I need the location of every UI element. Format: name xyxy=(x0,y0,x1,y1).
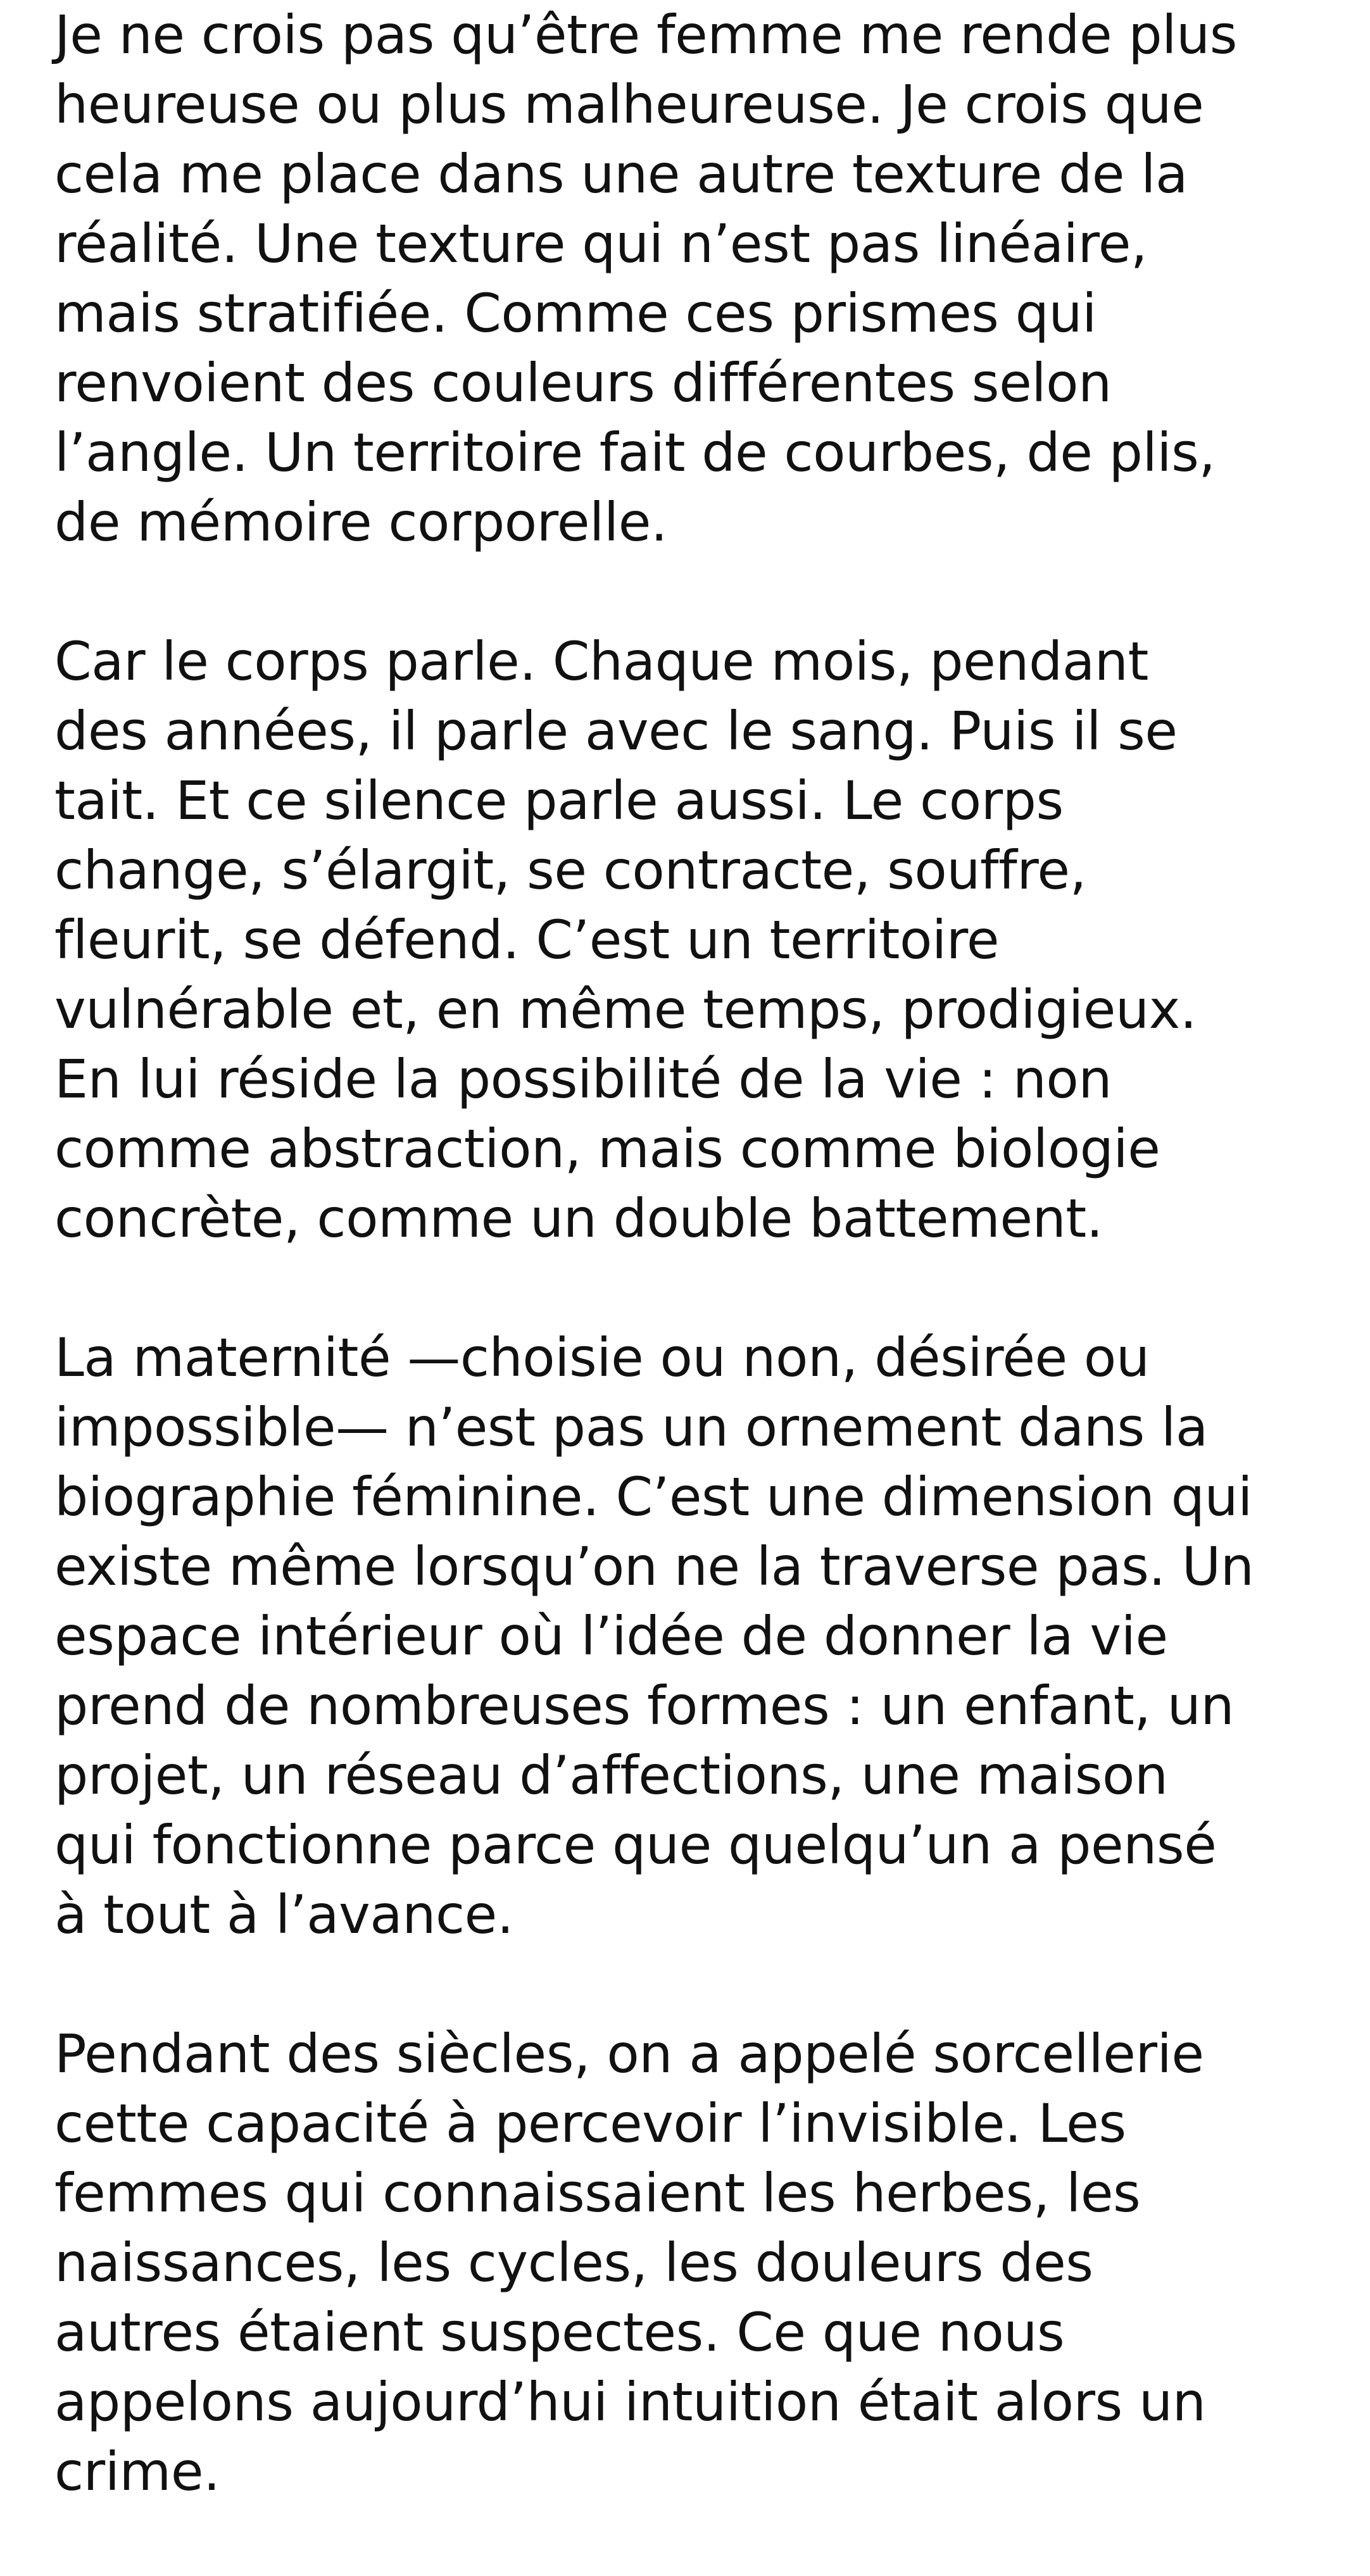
text-line: naissances, les cycles, les douleurs des xyxy=(54,2232,1093,2294)
text-line: cela me place dans une autre texture de la xyxy=(54,143,1188,205)
text-line: cette capacité à percevoir l’invisible. Les xyxy=(54,2092,1126,2154)
text-line: biographie féminine. C’est une dimension qui xyxy=(54,1466,1252,1528)
text-line: à tout à l’avance. xyxy=(54,1884,514,1946)
text-line: impossible— n’est pas un ornement dans la xyxy=(54,1396,1208,1458)
text-line: existe même lorsqu’on ne la traverse pas. Un xyxy=(54,1535,1254,1597)
text-line: Pendant des siècles, on a appelé sorcellerie xyxy=(54,2023,1204,2085)
text-line: Car le corps parle. Chaque mois, pendant xyxy=(54,630,1148,692)
text-line: mais stratifiée. Comme ces prismes qui xyxy=(54,282,1097,344)
text-line: concrète, comme un double battement. xyxy=(54,1187,1103,1249)
text-line: autres étaient suspectes. Ce que nous xyxy=(54,2301,1065,2363)
text-line: change, s’élargit, se contracte, souffre, xyxy=(54,839,1086,901)
text-line: l’angle. Un territoire fait de courbes, de plis, xyxy=(54,422,1216,484)
text-line: femmes qui connaissaient les herbes, les xyxy=(54,2162,1141,2224)
paragraph-3 xyxy=(54,1323,1346,1949)
document-body xyxy=(54,0,1346,2576)
text-line: qui fonctionne parce que quelqu’un a pensé xyxy=(54,1814,1217,1876)
text-line: En lui réside la possibilité de la vie : non xyxy=(54,1048,1112,1110)
paragraph-2 xyxy=(54,627,1346,1253)
text-line: renvoient des couleurs différentes selon xyxy=(54,352,1112,414)
text-line: comme abstraction, mais comme biologie xyxy=(54,1118,1160,1180)
text-line: vulnérable et, en même temps, prodigieux. xyxy=(54,979,1197,1041)
text-line: réalité. Une texture qui n’est pas linéaire, xyxy=(54,213,1148,275)
text-line: de mémoire corporelle. xyxy=(54,491,668,553)
text-line: espace intérieur où l’idée de donner la vie xyxy=(54,1605,1168,1667)
text-line: Je ne crois pas qu’être femme me rende plus xyxy=(54,4,1238,66)
text-line: projet, un réseau d’affections, une maison xyxy=(54,1744,1168,1806)
text-line: appelons aujourd’hui intuition était alors un xyxy=(54,2371,1206,2433)
text-line: des années, il parle avec le sang. Puis il se xyxy=(54,700,1178,762)
text-line: fleurit, se défend. C’est un territoire xyxy=(54,909,1000,971)
text-line: crime. xyxy=(54,2441,220,2503)
text-line: La maternité —choisie ou non, désirée ou xyxy=(54,1327,1150,1389)
text-line: prend de nombreuses formes : un enfant, un xyxy=(54,1675,1235,1737)
text-line: tait. Et ce silence parle aussi. Le corps xyxy=(54,770,1064,832)
paragraph-4 xyxy=(54,2019,1346,2506)
text-line: heureuse ou plus malheureuse. Je crois que xyxy=(54,73,1204,135)
paragraph-1 xyxy=(54,0,1346,557)
